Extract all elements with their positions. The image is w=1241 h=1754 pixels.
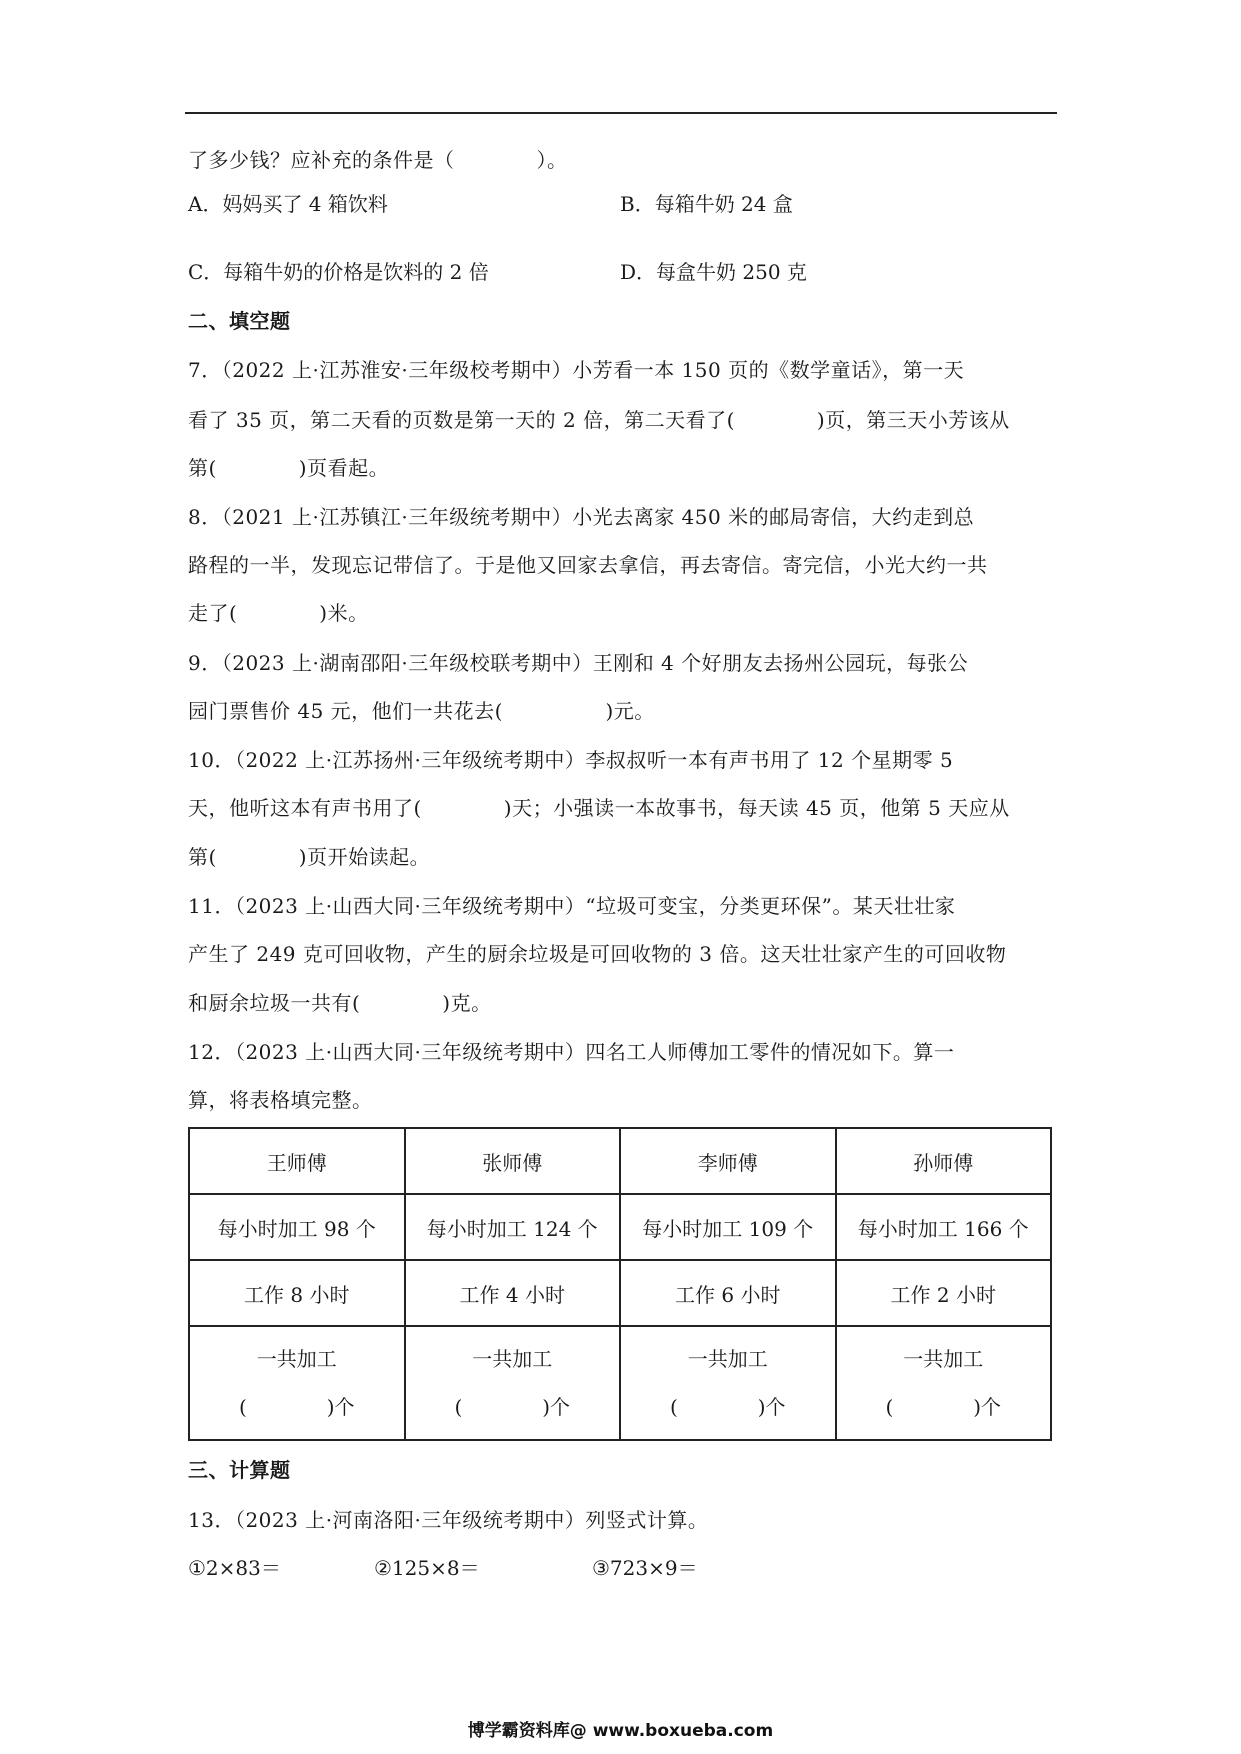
question-8-line: 路程的一半，发现忘记带信了。于是他又回家去拿信，再去寄信。寄完信，小光大约一共 bbox=[188, 553, 988, 577]
question-11-line: 11．（2023 上·山西大同·三年级统考期中）“垃圾可变宝，分类更环保”。某天壮壮家 bbox=[188, 894, 956, 918]
calc-item-2: ②125×8＝ bbox=[374, 1556, 480, 1580]
option-d: D．每盒牛奶 250 克 bbox=[620, 260, 807, 284]
footer-watermark: 博学霸资料库@ www.boxueba.com bbox=[467, 1721, 774, 1741]
question-9-line: 9．（2023 上·湖南邵阳·三年级校联考期中）王刚和 4 个好朋友去扬州公园玩，每张公 bbox=[188, 651, 969, 675]
table-cell: 每小时加工 109 个 bbox=[620, 1194, 836, 1260]
question-9-line: 园门票售价 45 元，他们一共花去( )元。 bbox=[188, 699, 655, 723]
table-row-rates bbox=[189, 1194, 1051, 1260]
calc-item-3: ③723×9＝ bbox=[592, 1556, 698, 1580]
calc-item-1: ①2×83＝ bbox=[188, 1556, 281, 1580]
question-7-line: 看了 35 页，第二天看的页数是第一天的 2 倍，第二天看了( )页，第三天小芳该从 bbox=[188, 408, 1010, 432]
total-answer-blank[interactable]: ( )个 bbox=[238, 1395, 355, 1419]
header-rule bbox=[185, 112, 1057, 114]
question-11-line: 产生了 249 克可回收物，产生的厨余垃圾是可回收物的 3 倍。这天壮壮家产生的可回收物 bbox=[188, 942, 1007, 966]
table-cell: 孙师傅 bbox=[836, 1128, 1052, 1194]
question-8-line: 8．（2021 上·江苏镇江·三年级统考期中）小光去离家 450 米的邮局寄信，大约走到总 bbox=[188, 505, 975, 529]
total-answer-blank[interactable]: ( )个 bbox=[454, 1395, 571, 1419]
question-10-line: 10．（2022 上·江苏扬州·三年级统考期中）李叔叔听一本有声书用了 12 个星期零 5 bbox=[188, 748, 954, 772]
table-cell: 每小时加工 124 个 bbox=[405, 1194, 621, 1260]
total-label: 一共加工 bbox=[472, 1347, 553, 1371]
table-row-workers bbox=[189, 1128, 1051, 1194]
section-calc-heading: 三、计算题 bbox=[188, 1458, 291, 1482]
table-row-hours bbox=[189, 1260, 1051, 1326]
question-7-line: 7．（2022 上·江苏淮安·三年级校考期中）小芳看一本 150 页的《数学童话》，第一天 bbox=[188, 358, 965, 382]
table-cell[interactable] bbox=[189, 1326, 405, 1440]
table-cell: 工作 8 小时 bbox=[189, 1260, 405, 1326]
total-label: 一共加工 bbox=[687, 1347, 768, 1371]
question-10-line: 天，他听这本有声书用了( )天；小强读一本故事书，每天读 45 页，他第 5 天应从 bbox=[188, 796, 1010, 820]
question-10-line: 第( )页开始读起。 bbox=[188, 845, 431, 869]
work-table bbox=[188, 1127, 1052, 1441]
total-label: 一共加工 bbox=[903, 1347, 984, 1371]
table-cell: 工作 4 小时 bbox=[405, 1260, 621, 1326]
table-cell: 张师傅 bbox=[405, 1128, 621, 1194]
table-cell[interactable] bbox=[405, 1326, 621, 1440]
question-8-line: 走了( )米。 bbox=[188, 601, 369, 625]
option-a: A．妈妈买了 4 箱饮料 bbox=[188, 192, 388, 216]
question-11-line: 和厨余垃圾一共有( )克。 bbox=[188, 991, 492, 1015]
total-answer-blank[interactable]: ( )个 bbox=[669, 1395, 786, 1419]
option-b: B．每箱牛奶 24 盒 bbox=[620, 192, 793, 216]
option-c: C．每箱牛奶的价格是饮料的 2 倍 bbox=[188, 260, 489, 284]
question-12-line: 12．（2023 上·山西大同·三年级统考期中）四名工人师傅加工零件的情况如下。算一 bbox=[188, 1040, 955, 1064]
total-answer-blank[interactable]: ( )个 bbox=[885, 1395, 1002, 1419]
table-cell: 工作 6 小时 bbox=[620, 1260, 836, 1326]
table-cell: 王师傅 bbox=[189, 1128, 405, 1194]
question-7-line: 第( )页看起。 bbox=[188, 456, 390, 480]
table-cell[interactable] bbox=[620, 1326, 836, 1440]
table-cell[interactable] bbox=[836, 1326, 1052, 1440]
question-6-tail: 了多少钱？应补充的条件是（ ）。 bbox=[188, 148, 568, 172]
total-label: 一共加工 bbox=[256, 1347, 337, 1371]
table-cell: 李师傅 bbox=[620, 1128, 836, 1194]
table-cell: 每小时加工 98 个 bbox=[189, 1194, 405, 1260]
table-cell: 每小时加工 166 个 bbox=[836, 1194, 1052, 1260]
question-13-line: 13．（2023 上·河南洛阳·三年级统考期中）列竖式计算。 bbox=[188, 1508, 709, 1532]
table-cell: 工作 2 小时 bbox=[836, 1260, 1052, 1326]
table-row-totals bbox=[189, 1326, 1051, 1440]
question-12-line: 算，将表格填完整。 bbox=[188, 1088, 373, 1112]
section-fill-in-heading: 二、填空题 bbox=[188, 309, 291, 333]
